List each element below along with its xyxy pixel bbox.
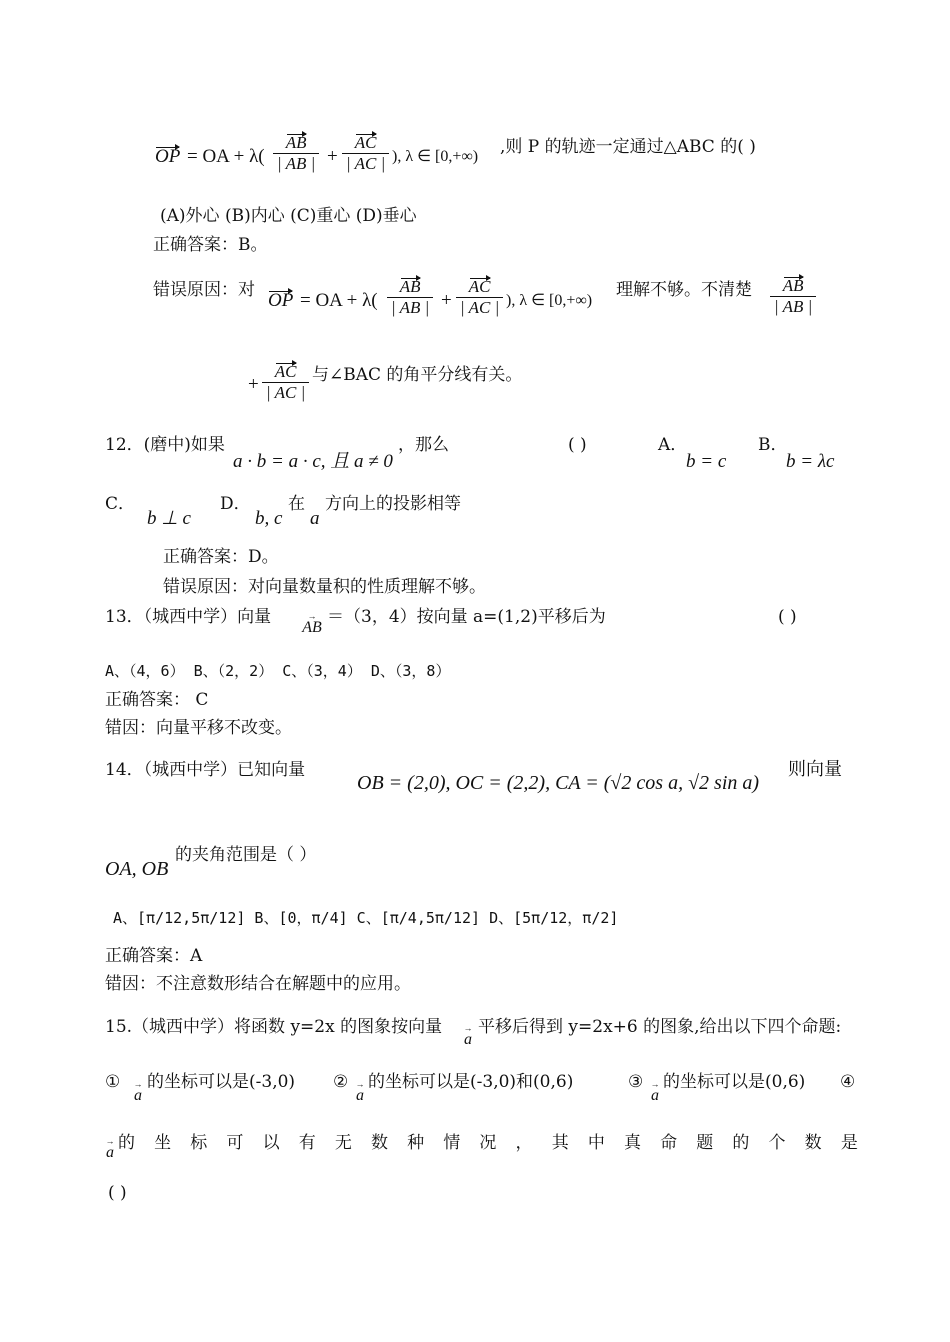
vec-op-2: OP (268, 290, 294, 311)
q13-answer: 正确答案： C (105, 690, 209, 710)
q11-error-fraction-ac-3 (262, 362, 309, 403)
q11-error-formula-mid: = OA + λ( (300, 290, 378, 311)
q13-paren: ( ) (778, 607, 797, 627)
q15-line3-char: 是 (840, 1133, 858, 1153)
q11-fraction-ab (273, 133, 319, 174)
q15-vector-a-label: a (464, 1031, 472, 1048)
vec-ab-3: AB (782, 276, 804, 295)
q15-line3-vector-a-label: a (106, 1144, 114, 1161)
vec-ac-3: AC (274, 362, 297, 381)
q12-optD-text2: 方向上的投影相等 (325, 494, 461, 514)
vec-ab-2: AB (399, 277, 421, 296)
q15-stem-a: 15.（城西中学）将函数 y=2x 的图象按向量 (105, 1017, 443, 1037)
q13-error: 错因：向量平移不改变。 (105, 718, 292, 738)
q15-line3-char: 坐 (154, 1133, 172, 1153)
arrow-icon: → (650, 1079, 660, 1089)
arrow-icon: → (307, 611, 317, 621)
q11-plus: + (327, 146, 338, 167)
q12-error: 错误原因：对向量数量积的性质理解不够。 (163, 577, 486, 597)
q15-line3-char: 以 (262, 1133, 280, 1153)
q15-line3-text (118, 1128, 858, 1153)
q15-prop1-vector-a-label: a (134, 1087, 142, 1104)
q15-stem-b: 平移后得到 y=2x+6 的图象,给出以下四个命题: (478, 1017, 842, 1037)
q14-options: A、[π/12,5π/12] B、[0，π/4] C、[π/4,5π/12] D、[5π/12，π/2] (113, 909, 619, 927)
q14-stem2: 的夹角范围是（ ） (175, 845, 317, 865)
q14-vecs: OA, OB (105, 858, 169, 880)
q11-error-fraction-ab-3-den: | AB | (774, 297, 813, 316)
q15-line3-char: 可 (226, 1133, 244, 1153)
q12-optB-math: b = λc (786, 451, 835, 472)
q12-optB-label: B． (758, 435, 788, 455)
q11-formula-lhs (155, 146, 180, 168)
q11-error-prefix: 错误原因：对 (153, 280, 255, 300)
q14-error: 错因：不注意数形结合在解题中的应用。 (105, 974, 411, 994)
q11-error-fraction-ab-3 (770, 276, 816, 317)
q15-prop4-mark: ④ (840, 1072, 856, 1092)
q15-line3-char: 数 (370, 1133, 388, 1153)
q13-vector-ab-label: AB (302, 619, 322, 636)
q15-line3-char: ， (515, 1133, 533, 1153)
q15-paren: ( ) (108, 1183, 127, 1203)
arrow-icon: → (133, 1079, 143, 1089)
q12-answer: 正确答案：D。 (163, 547, 279, 567)
q11-options: (A)外心 (B)内心 (C)重心 (D)垂心 (160, 206, 417, 226)
q15-prop3-vector-a-label: a (651, 1087, 659, 1104)
q15-line3-char: 中 (587, 1133, 605, 1153)
q12-optD-math: b, c (255, 508, 283, 529)
q15-line3-char: 其 (551, 1133, 569, 1153)
q12-optA-label: A． (658, 435, 688, 455)
q11-error-fraction-ab (387, 277, 433, 318)
q12-then: ，那么 (398, 435, 449, 455)
q14-stem-end: 则向量 (788, 759, 842, 780)
arrow-icon: → (463, 1023, 473, 1033)
q15-prop2-mark: ② (333, 1072, 349, 1092)
q11-error-plus-2: + (248, 374, 259, 395)
q12-optD-label: D． (220, 494, 251, 514)
q15-line3-char: 个 (768, 1133, 786, 1153)
q12-optC-label: C． (105, 494, 136, 514)
q11-error-suffix: 与∠BAC 的角平分线有关。 (312, 365, 523, 385)
q12-optD-math2: a (310, 508, 320, 529)
q15-line3-char: 命 (660, 1133, 678, 1153)
q15-prop1-vector-a (131, 1080, 145, 1104)
q11-question-text: ,则 P 的轨迹一定通过△ABC 的( ) (500, 137, 756, 157)
q12-number: 12．(磨中)如果 (105, 435, 225, 455)
q13-stem: 13．（城西中学）向量 (105, 607, 272, 627)
q11-fraction-ac (342, 133, 389, 174)
q11-error-plus: + (441, 290, 452, 311)
q13-stem2: ＝（3，4）按向量 a=(1,2)平移后为 (327, 607, 606, 627)
q15-vector-a (461, 1024, 475, 1048)
q11-formula-mid: = OA + λ( (187, 146, 265, 167)
vec-op: OP (155, 146, 181, 167)
q15-line3-char: 真 (623, 1133, 641, 1153)
q15-prop3-mark: ③ (628, 1072, 644, 1092)
q15-line3-char: 种 (407, 1133, 425, 1153)
q11-error-fraction-ac (456, 277, 503, 318)
q11-error-fraction-ac-den: | AC | (460, 298, 500, 317)
vec-ac: AC (354, 133, 377, 152)
q15-line3-vector-a (103, 1137, 117, 1161)
q11-error-fraction-ab-den: | AB | (391, 298, 430, 317)
q14-stem: 14．（城西中学）已知向量 (105, 760, 306, 780)
q15-line3-char: 的 (732, 1133, 750, 1153)
q15-line3-char: 况 (479, 1133, 497, 1153)
q15-prop1-mark: ① (105, 1072, 121, 1092)
vec-ac-2: AC (468, 277, 491, 296)
q15-line3-char: 情 (443, 1133, 461, 1153)
q15-prop2-text: 的坐标可以是(-3,0)和(0,6) (368, 1072, 574, 1092)
q15-prop3-vector-a (648, 1080, 662, 1104)
q12-optD-text1: 在 (288, 494, 305, 514)
q11-answer: 正确答案：B。 (153, 235, 268, 255)
q11-error-formula-tail: ), λ ∈ [0,+∞) (506, 292, 593, 309)
q12-optC-math: b ⊥ c (147, 508, 191, 529)
q11-fraction-ac-den: | AC | (346, 154, 386, 173)
q15-line3-char: 有 (298, 1133, 316, 1153)
vec-ab: AB (285, 133, 307, 152)
arrow-icon: → (105, 1136, 115, 1146)
q15-line3-char: 的 (118, 1133, 135, 1153)
q14-answer: 正确答案：A (105, 946, 203, 966)
q11-error-fraction-ac-3-den: | AC | (266, 383, 306, 402)
q12-optA-math: b = c (686, 451, 727, 472)
q11-formula-tail: ), λ ∈ [0,+∞) (392, 148, 479, 165)
q15-line3-char: 标 (190, 1133, 208, 1153)
q15-line3-char: 数 (804, 1133, 822, 1153)
q12-condition: a · b = a · c, 且 a ≠ 0 (233, 451, 393, 472)
q15-prop1-text: 的坐标可以是(-3,0) (147, 1072, 296, 1092)
arrow-icon: → (355, 1079, 365, 1089)
q13-options: A、（4，6） B、（2，2） C、（3，4） D、（3，8） (105, 662, 451, 680)
q15-prop2-vector-a (353, 1080, 367, 1104)
q11-fraction-ab-den: | AB | (277, 154, 316, 173)
q13-vector-ab (297, 612, 327, 636)
q11-error-mid: 理解不够。不清楚 (616, 280, 752, 300)
q14-formula: OB = (2,0), OC = (2,2), CA = (√2 cos a, √2 sin a) (357, 772, 760, 794)
q15-prop2-vector-a-label: a (356, 1087, 364, 1104)
q11-error-formula-lhs (268, 290, 293, 312)
q15-line3-char: 题 (696, 1133, 714, 1153)
q15-line3-char: 无 (334, 1133, 352, 1153)
q15-prop3-text: 的坐标可以是(0,6) (663, 1072, 806, 1092)
q12-paren: ( ) (568, 435, 587, 455)
